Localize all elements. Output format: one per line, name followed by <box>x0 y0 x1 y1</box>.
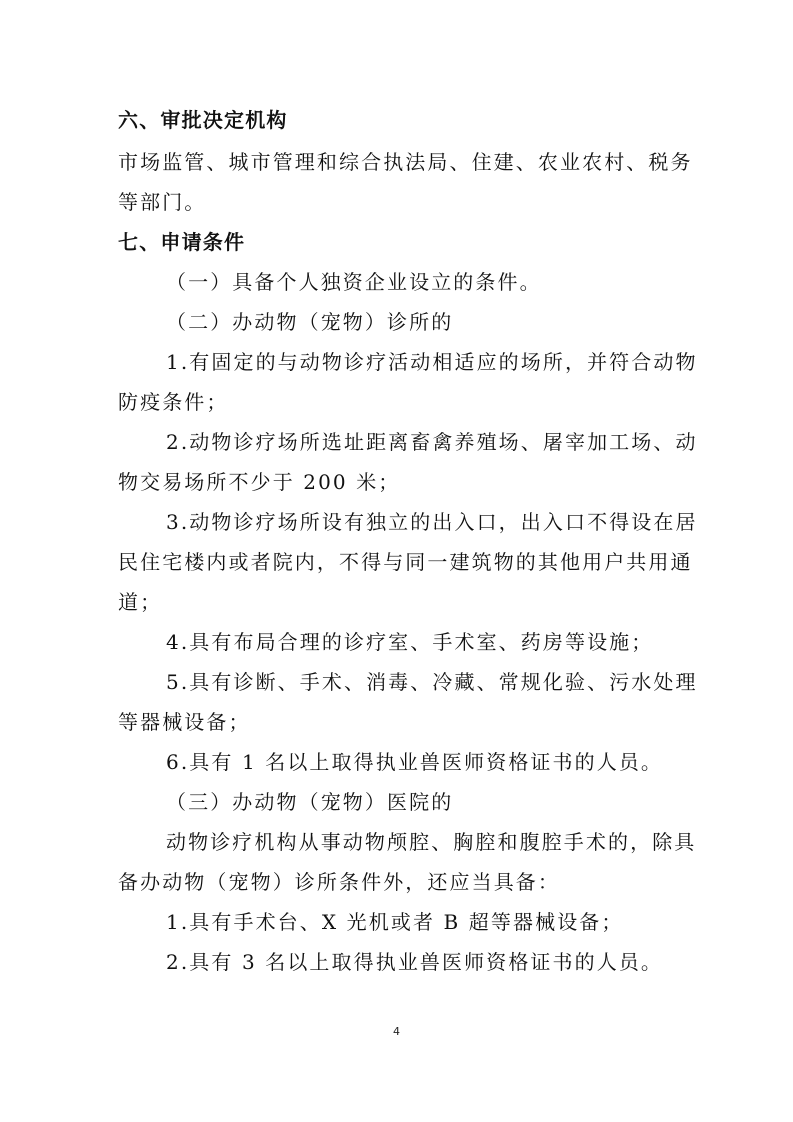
paragraph-line: 6.具有 1 名以上取得执业兽医师资格证书的人员。 <box>166 750 664 774</box>
paragraph-line: 道； <box>118 590 163 614</box>
paragraph-line: 物交易场所不少于 200 米； <box>118 470 401 494</box>
section-heading-application-conditions: 七、申请条件 <box>118 230 246 254</box>
paragraph-line: 市场监管、城市管理和综合执法局、住建、农业农村、税务 <box>118 150 693 174</box>
paragraph-line: （一）具备个人独资企业设立的条件。 <box>166 270 542 294</box>
paragraph-line: 1.具有手术台、X 光机或者 B 超等器械设备； <box>166 910 624 934</box>
paragraph-line: 1.有固定的与动物诊疗活动相适应的场所，并符合动物 <box>166 350 698 374</box>
page-number: 4 <box>393 1025 400 1038</box>
paragraph-line: 等器械设备； <box>118 710 251 734</box>
paragraph-line: 4.具有布局合理的诊疗室、手术室、药房等设施； <box>166 630 654 654</box>
paragraph-line: 动物诊疗机构从事动物颅腔、胸腔和腹腔手术的，除具 <box>166 830 697 854</box>
paragraph-line: 2.动物诊疗场所选址距离畜禽养殖场、屠宰加工场、动 <box>166 430 698 454</box>
paragraph-line: 备办动物（宠物）诊所条件外，还应当具备： <box>118 870 560 894</box>
paragraph-line: 民住宅楼内或者院内，不得与同一建筑物的其他用户共用通 <box>118 550 693 574</box>
section-heading-approval-authority: 六、审批决定机构 <box>118 108 288 132</box>
subsection-heading: （二）办动物（宠物）诊所的 <box>166 310 454 334</box>
paragraph-line: 5.具有诊断、手术、消毒、冷藏、常规化验、污水处理 <box>166 670 698 694</box>
paragraph-line: 2.具有 3 名以上取得执业兽医师资格证书的人员。 <box>166 950 664 974</box>
paragraph-line: 等部门。 <box>118 190 207 214</box>
subsection-heading: （三）办动物（宠物）医院的 <box>166 790 454 814</box>
paragraph-line: 防疫条件； <box>118 390 229 414</box>
paragraph-line: 3.动物诊疗场所设有独立的出入口，出入口不得设在居 <box>166 510 698 534</box>
